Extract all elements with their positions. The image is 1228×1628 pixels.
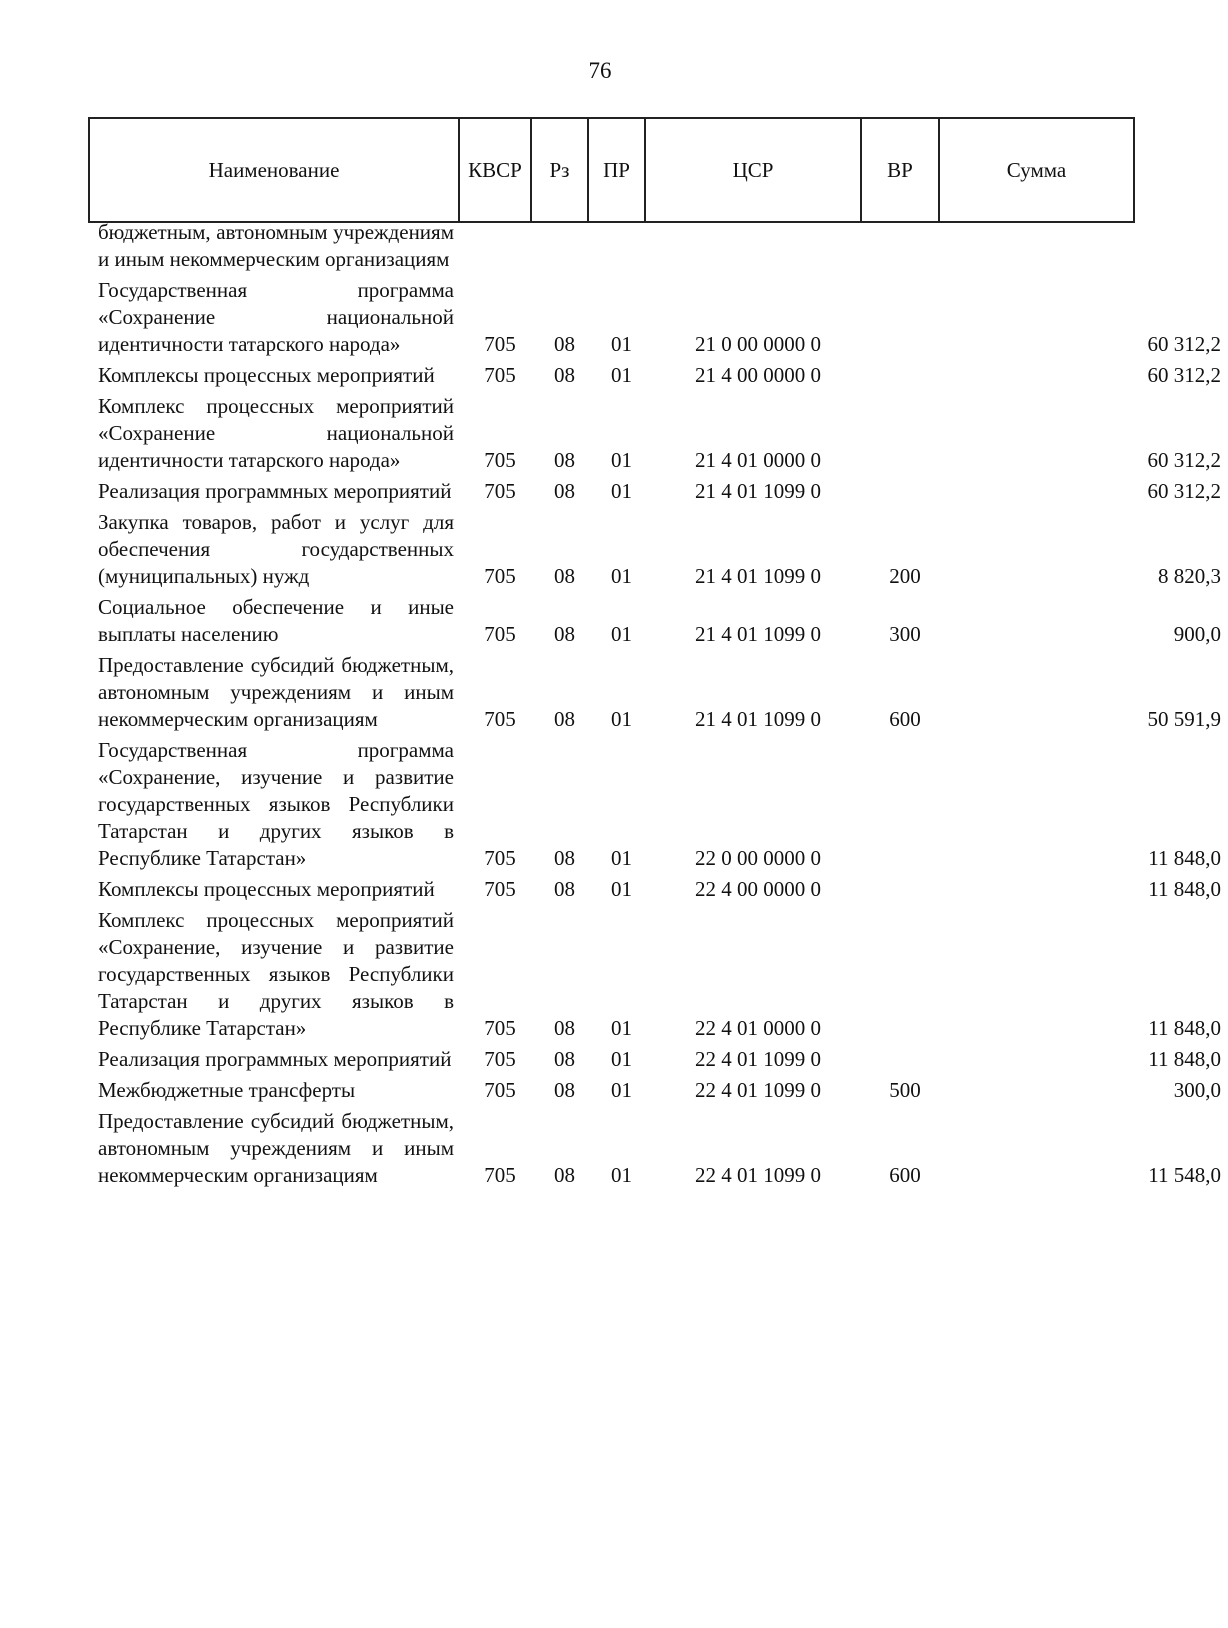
row-kvsr: 705: [484, 1047, 516, 1071]
row-sum: 50 591,9: [1147, 707, 1221, 731]
table-row: [88, 652, 1228, 733]
row-rz: 08: [554, 1078, 575, 1102]
row-pr: 01: [611, 1016, 632, 1040]
row-pr: 01: [611, 622, 632, 646]
table-row: [88, 1108, 1228, 1189]
row-name: Комплексы процессных мероприятий: [98, 363, 435, 387]
row-rz: 08: [554, 363, 575, 387]
row-pr: 01: [611, 564, 632, 588]
row-kvsr: 705: [484, 877, 516, 901]
row-rz: 08: [554, 707, 575, 731]
row-vr: 600: [889, 707, 921, 731]
row-kvsr: 705: [484, 1078, 516, 1102]
row-kvsr: 705: [484, 1163, 516, 1187]
row-name: Социальное обеспечение и иные выплаты населению: [98, 595, 454, 646]
page-number: 76: [588, 58, 612, 83]
table-row: [88, 362, 1228, 389]
header-csr: ЦСР: [645, 118, 861, 222]
table-row: [88, 1046, 1228, 1073]
row-name: Государственная программа «Сохранение, изучение и развитие государственных языков Республики Татарстан и других языков в Республике Татарстан»: [98, 738, 454, 870]
row-pr: 01: [611, 479, 632, 503]
row-vr: 600: [889, 1163, 921, 1187]
row-sum: 11 848,0: [1148, 846, 1221, 870]
row-kvsr: 705: [484, 622, 516, 646]
row-vr: 500: [889, 1078, 921, 1102]
header-kvsr: КВСР: [459, 118, 531, 222]
row-name: Межбюджетные трансферты: [98, 1078, 356, 1102]
row-sum: 11 548,0: [1148, 1163, 1221, 1187]
header-name: Наименование: [89, 118, 459, 222]
row-vr: 200: [889, 564, 921, 588]
row-csr: 22 4 01 1099 0: [695, 1047, 821, 1071]
table-row: [88, 594, 1228, 648]
row-pr: 01: [611, 448, 632, 472]
header-pr: ПР: [588, 118, 645, 222]
table-body: [88, 219, 1228, 1189]
row-rz: 08: [554, 448, 575, 472]
row-sum: 60 312,2: [1147, 332, 1221, 356]
row-sum: 60 312,2: [1147, 479, 1221, 503]
row-csr: 22 4 01 1099 0: [695, 1078, 821, 1102]
row-kvsr: 705: [484, 1016, 516, 1040]
row-kvsr: 705: [484, 332, 516, 356]
table-row: [88, 1077, 1228, 1104]
row-vr: 300: [889, 622, 921, 646]
row-name: Закупка товаров, работ и услуг для обеспечения государственных (муниципальных) нужд: [98, 510, 454, 588]
table-row: [88, 277, 1228, 358]
row-sum: 900,0: [1173, 622, 1221, 646]
row-csr: 22 4 00 0000 0: [695, 877, 821, 901]
row-name: Комплекс процессных мероприятий «Сохранение, изучение и развитие государственных языков Республики Татарстан и других языков в Республике Татарстан»: [98, 908, 454, 1040]
row-name: Предоставление субсидий бюджетным, автономным учреждениям и иным некоммерческим организациям: [98, 653, 454, 731]
row-rz: 08: [554, 846, 575, 870]
row-sum: 11 848,0: [1148, 1047, 1221, 1071]
row-csr: 21 4 01 0000 0: [695, 448, 821, 472]
row-pr: 01: [611, 1078, 632, 1102]
row-csr: 21 4 01 1099 0: [695, 479, 821, 503]
row-sum: 8 820,3: [1158, 564, 1221, 588]
row-name: Государственная программа «Сохранение национальной идентичности татарского народа»: [98, 278, 454, 356]
row-rz: 08: [554, 1163, 575, 1187]
table-header: [88, 117, 1135, 223]
row-rz: 08: [554, 479, 575, 503]
row-pr: 01: [611, 1047, 632, 1071]
table-row: [88, 509, 1228, 590]
row-csr: 22 0 00 0000 0: [695, 846, 821, 870]
table-row: [88, 393, 1228, 474]
header-vr: ВР: [861, 118, 939, 222]
row-pr: 01: [611, 846, 632, 870]
table-row: [88, 737, 1228, 872]
row-pr: 01: [611, 1163, 632, 1187]
row-rz: 08: [554, 1047, 575, 1071]
row-pr: 01: [611, 363, 632, 387]
table-row: [88, 876, 1228, 903]
row-csr: 21 4 01 1099 0: [695, 564, 821, 588]
table-row: [88, 478, 1228, 505]
row-name: Реализация программных мероприятий: [98, 479, 452, 503]
table-row: [88, 219, 1228, 273]
row-kvsr: 705: [484, 479, 516, 503]
row-name: Реализация программных мероприятий: [98, 1047, 452, 1071]
row-sum: 60 312,2: [1147, 363, 1221, 387]
row-rz: 08: [554, 564, 575, 588]
row-kvsr: 705: [484, 707, 516, 731]
row-name: Комплексы процессных мероприятий: [98, 877, 435, 901]
table-row: [88, 907, 1228, 1042]
row-csr: 22 4 01 0000 0: [695, 1016, 821, 1040]
row-kvsr: 705: [484, 448, 516, 472]
header-sum: Сумма: [939, 118, 1134, 222]
row-rz: 08: [554, 622, 575, 646]
row-kvsr: 705: [484, 564, 516, 588]
row-rz: 08: [554, 332, 575, 356]
row-kvsr: 705: [484, 846, 516, 870]
row-name: Комплекс процессных мероприятий «Сохранение национальной идентичности татарского народа»: [98, 394, 454, 472]
row-sum: 11 848,0: [1148, 877, 1221, 901]
row-kvsr: 705: [484, 363, 516, 387]
row-pr: 01: [611, 877, 632, 901]
row-sum: 300,0: [1173, 1078, 1221, 1102]
row-rz: 08: [554, 877, 575, 901]
row-rz: 08: [554, 1016, 575, 1040]
row-csr: 22 4 01 1099 0: [695, 1163, 821, 1187]
row-name: Предоставление субсидий бюджетным, автономным учреждениям и иным некоммерческим организациям: [98, 1109, 454, 1187]
row-pr: 01: [611, 332, 632, 356]
row-csr: 21 4 01 1099 0: [695, 707, 821, 731]
row-csr: 21 4 00 0000 0: [695, 363, 821, 387]
row-csr: 21 0 00 0000 0: [695, 332, 821, 356]
row-sum: 11 848,0: [1148, 1016, 1221, 1040]
row-name: бюджетным, автономным учреждениям и иным некоммерческим организациям: [98, 220, 454, 271]
header-rz: Рз: [531, 118, 588, 222]
row-pr: 01: [611, 707, 632, 731]
row-sum: 60 312,2: [1147, 448, 1221, 472]
row-csr: 21 4 01 1099 0: [695, 622, 821, 646]
